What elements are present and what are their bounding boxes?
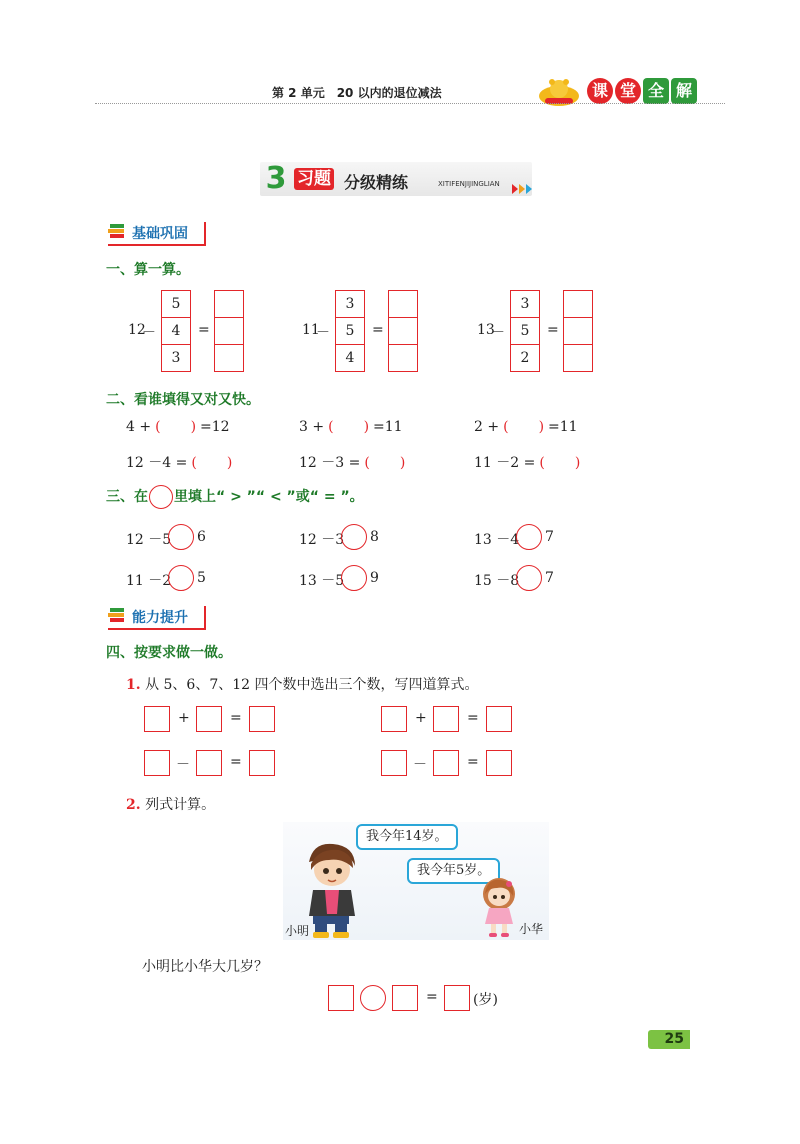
q1-title: 一、算一算。	[106, 262, 190, 278]
q4-answer-equation	[328, 985, 518, 1011]
q1-step: 5	[335, 317, 365, 345]
q4-answer-box[interactable]	[444, 985, 470, 1011]
q3-title-circle-icon	[149, 485, 173, 509]
q4-part2	[126, 794, 215, 814]
q2-item	[299, 452, 405, 472]
q4-question: 小明比小华大几岁？	[142, 959, 268, 975]
q1-minuend: 12	[128, 322, 146, 338]
q3-item	[474, 524, 594, 552]
q2-expr-post: =11	[373, 419, 403, 435]
q1-minus: －	[316, 325, 330, 341]
q3-compare-circle[interactable]	[168, 565, 194, 591]
q4-box[interactable]	[144, 706, 170, 732]
q4-box[interactable]	[381, 706, 407, 732]
q4-box[interactable]	[433, 706, 459, 732]
q3-compare-circle[interactable]	[516, 524, 542, 550]
q2-lparen: (	[364, 455, 370, 471]
q1-step: 4	[335, 344, 365, 372]
banner-pinyin: XITIFENJIJINGLIAN	[438, 180, 500, 188]
q4-unit: (岁)	[473, 992, 498, 1008]
q4-equals: =	[230, 754, 242, 770]
section-tag-basic	[108, 222, 206, 246]
q4-equals: =	[467, 754, 479, 770]
q1-equals: =	[198, 322, 210, 338]
q2-rparen: )	[399, 455, 406, 471]
q1-answer-box[interactable]	[563, 290, 593, 318]
q2-item	[299, 419, 403, 435]
q4-p1-num: 1.	[126, 677, 141, 693]
q4-op: －	[176, 757, 190, 773]
q4-title: 四、按要求做一做。	[106, 645, 232, 661]
q2-rparen: )	[226, 455, 233, 471]
illustration	[283, 822, 549, 940]
q4-equals: =	[467, 710, 479, 726]
page-number-tab	[648, 1030, 690, 1049]
q1-minus: －	[142, 325, 156, 341]
section-advanced-label: 能力提升	[132, 610, 188, 626]
q4-box[interactable]	[381, 750, 407, 776]
q1-answer-box[interactable]	[388, 317, 418, 345]
q3-title-b: 里填上“ > ”“ < ”或“ = ”。	[174, 489, 364, 505]
q4-op: －	[413, 757, 427, 773]
q1-item	[128, 288, 248, 374]
q4-answer-box[interactable]	[328, 985, 354, 1011]
q2-item	[126, 452, 232, 472]
chapter-title: 第 2 单元 20 以内的退位减法	[272, 86, 442, 100]
q2-lparen: (	[155, 419, 161, 435]
q3-value: 5	[197, 570, 206, 586]
girl-character-icon	[479, 876, 519, 938]
q3-title	[106, 485, 364, 509]
name-xiaoming: 小明	[285, 924, 310, 938]
q4-equation	[144, 706, 284, 732]
banner-title-red: 习题	[294, 168, 334, 190]
q1-equals: =	[547, 322, 559, 338]
banner-title: 分级精练	[344, 173, 409, 192]
q2-lparen: (	[191, 455, 197, 471]
page-number: 25	[664, 1031, 684, 1047]
q2-rparen: )	[574, 455, 581, 471]
section-basic-label: 基础巩固	[132, 226, 188, 242]
q1-step: 5	[161, 290, 191, 318]
q3-value: 9	[370, 570, 379, 586]
speech-bubble-xiaoming: 我今年14岁。	[356, 824, 458, 850]
q1-answer-box[interactable]	[214, 317, 244, 345]
q4-box[interactable]	[196, 706, 222, 732]
q1-minuend: 13	[477, 322, 495, 338]
q2-rparen: )	[538, 419, 545, 435]
q4-p1-text: 从 5、6、7、12 四个数中选出三个数，写四道算式。	[145, 677, 479, 693]
q2-item	[474, 452, 580, 472]
banner-number: 3	[265, 161, 287, 196]
q3-item	[299, 565, 419, 593]
q1-step: 3	[161, 344, 191, 372]
brand-char: 解	[671, 78, 697, 104]
section-banner	[260, 162, 532, 196]
q1-step: 5	[510, 317, 540, 345]
q1-step: 3	[335, 290, 365, 318]
q4-operator-circle[interactable]	[360, 985, 386, 1011]
q3-value: 7	[545, 529, 554, 545]
q2-rparen: )	[363, 419, 370, 435]
q2-expr-post: =11	[548, 419, 578, 435]
q1-answer-box[interactable]	[563, 344, 593, 372]
q3-compare-circle[interactable]	[168, 524, 194, 550]
q4-equation	[144, 750, 284, 776]
q3-expr: 15 －8	[474, 573, 520, 589]
q3-compare-circle[interactable]	[341, 565, 367, 591]
q1-answer-box[interactable]	[388, 344, 418, 372]
books-icon	[108, 608, 126, 624]
q1-answer-box[interactable]	[388, 290, 418, 318]
q1-answer-box[interactable]	[214, 290, 244, 318]
q4-op: +	[178, 710, 190, 726]
q3-item	[126, 565, 246, 593]
q2-title: 二、看谁填得又对又快。	[106, 392, 260, 408]
q4-equation	[381, 750, 521, 776]
q2-item	[474, 419, 578, 435]
q4-equals: =	[230, 710, 242, 726]
q2-expr-pre: 3 +	[299, 419, 325, 435]
q1-item	[302, 288, 422, 374]
arrows-icon	[512, 179, 534, 198]
q1-step: 2	[510, 344, 540, 372]
q3-item	[299, 524, 419, 552]
section-tag-advanced	[108, 606, 206, 630]
q4-box[interactable]	[486, 706, 512, 732]
q4-p2-num: 2.	[126, 797, 141, 813]
q4-box[interactable]	[196, 750, 222, 776]
q3-item	[126, 524, 246, 552]
q1-minuend: 11	[302, 322, 320, 338]
q1-minus: －	[491, 325, 505, 341]
q3-expr: 13 －4	[474, 532, 520, 548]
q4-box[interactable]	[249, 750, 275, 776]
q4-equals: =	[426, 989, 438, 1005]
q3-title-a: 三、在	[106, 489, 148, 505]
q2-lparen: (	[539, 455, 545, 471]
q1-equals: =	[372, 322, 384, 338]
books-icon	[108, 224, 126, 240]
bear-mascot-icon	[537, 78, 581, 106]
q2-expr-pre: 12 －3 =	[299, 455, 361, 471]
q2-rparen: )	[190, 419, 197, 435]
q4-p2-text: 列式计算。	[145, 797, 216, 813]
brand-char: 全	[643, 78, 669, 104]
q4-part1	[126, 674, 479, 694]
q2-expr-post: =12	[200, 419, 230, 435]
q2-expr-pre: 4 +	[126, 419, 152, 435]
q1-answer-box[interactable]	[214, 344, 244, 372]
q3-expr: 13 －5	[299, 573, 345, 589]
q4-equation	[381, 706, 521, 732]
q1-step: 3	[510, 290, 540, 318]
header-divider	[95, 103, 725, 104]
q3-value: 6	[197, 529, 206, 545]
q4-box[interactable]	[486, 750, 512, 776]
q2-lparen: (	[503, 419, 509, 435]
q2-item	[126, 419, 230, 435]
q3-value: 8	[370, 529, 379, 545]
q2-expr-pre: 12 －4 =	[126, 455, 188, 471]
q4-box[interactable]	[433, 750, 459, 776]
q4-box[interactable]	[249, 706, 275, 732]
q1-item	[477, 288, 597, 374]
q2-lparen: (	[328, 419, 334, 435]
q3-item	[474, 565, 594, 593]
q3-expr: 11 －2	[126, 573, 172, 589]
q3-value: 7	[545, 570, 554, 586]
q1-step: 4	[161, 317, 191, 345]
q1-answer-box[interactable]	[563, 317, 593, 345]
brand-char: 堂	[615, 78, 641, 104]
q2-expr-pre: 11 －2 =	[474, 455, 536, 471]
q4-answer-box[interactable]	[392, 985, 418, 1011]
q4-box[interactable]	[144, 750, 170, 776]
q3-compare-circle[interactable]	[341, 524, 367, 550]
name-xiaohua: 小华	[519, 922, 544, 936]
brand-char: 课	[587, 78, 613, 104]
q3-expr: 12 －3	[299, 532, 345, 548]
speech-bubble-xiaohua: 我今年5岁。	[407, 858, 500, 884]
q3-compare-circle[interactable]	[516, 565, 542, 591]
q4-op: +	[415, 710, 427, 726]
q2-expr-pre: 2 +	[474, 419, 500, 435]
q3-expr: 12 －5	[126, 532, 172, 548]
